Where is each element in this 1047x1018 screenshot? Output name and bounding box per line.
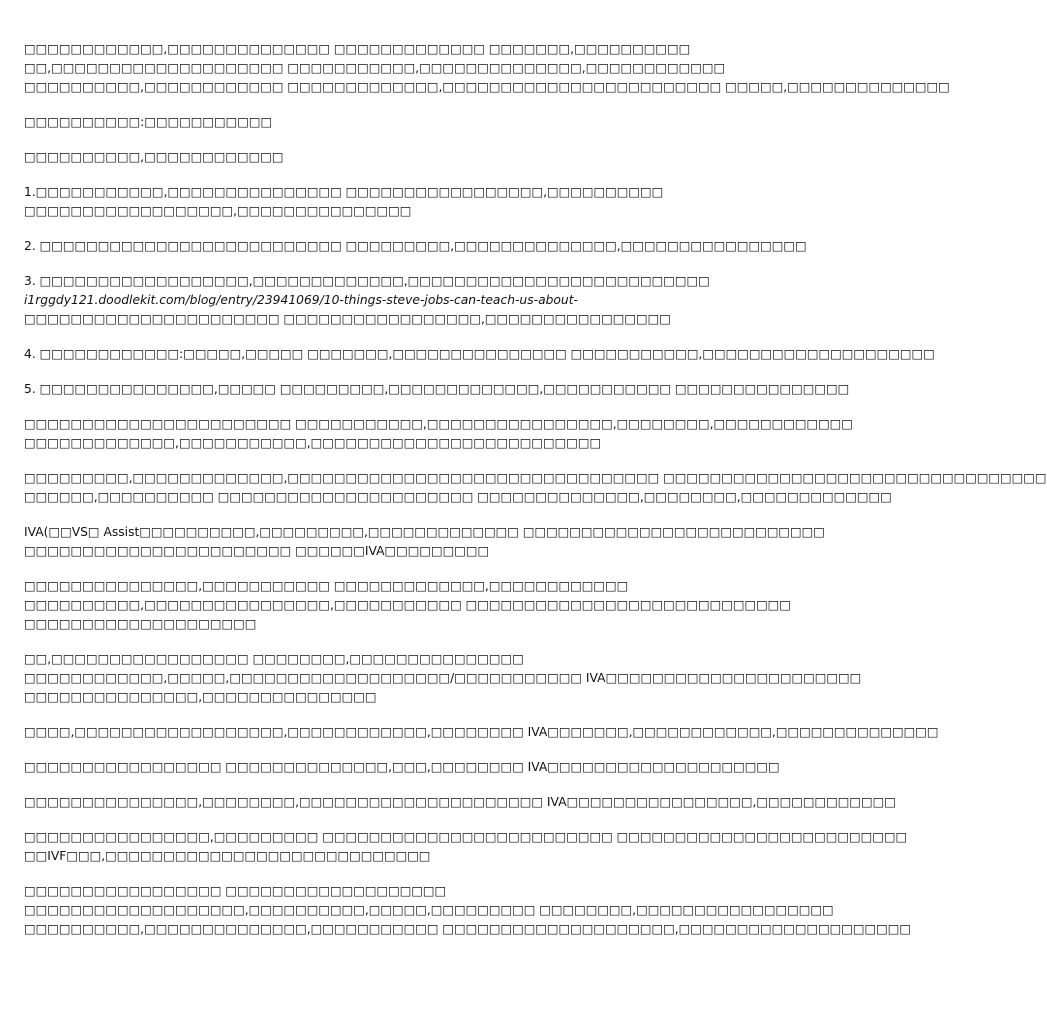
text-line: 4. □□□□□□□□□□□□:□□□□□,□□□□□ □□□□□□□,□□□□□□□□□□□□□□□ □□□□□□□□□□□,□□□□□□□□□□□□□□□□□□□□ xyxy=(24,347,935,361)
text-line: □□□□□□□□□,□□□□□□□□□□□□□,□□□□□□□□□□□□□□□□□□□□□□□□□□□□□□□□ □□□□□□□□□□□□□□□□□□□□□□□□□□□□□□□□□ xyxy=(24,471,1047,485)
paragraph xyxy=(24,40,950,97)
url-link-text[interactable]: i1rggdy121.doodlekit.com/blog/entry/23941069/10-things-steve-jobs-can-teach-us-about- xyxy=(24,293,578,307)
text-line: 5. □□□□□□□□□□□□□□□,□□□□□ □□□□□□□□□,□□□□□□□□□□□□□,□□□□□□□□□□□ □□□□□□□□□□□□□□□ xyxy=(24,382,850,396)
text-line: □□□□□□□□□□,□□□□□□□□□□□□ xyxy=(24,150,284,164)
text-line: 3. □□□□□□□□□□□□□□□□□□,□□□□□□□□□□□□□,□□□□□□□□□□□□□□□□□□□□□□□□□□ xyxy=(24,274,710,288)
text-line: □□□□□□,□□□□□□□□□□ □□□□□□□□□□□□□□□□□□□□□□ □□□□□□□□□□□□□□,□□□□□□□□,□□□□□□□□□□□□□ xyxy=(24,490,892,504)
text-line: □□□□□□□□□□□□□□□□□□□□ xyxy=(24,617,257,631)
paragraph xyxy=(24,723,939,742)
paragraph xyxy=(24,469,1047,507)
text-line: □□□□□□□□□□□□,□□□□□□□□□□□□□□ □□□□□□□□□□□□□ □□□□□□□,□□□□□□□□□□ xyxy=(24,42,691,56)
text-line: □□□□□□□□□□□□□□□,□□□□□□□□,□□□□□□□□□□□□□□□□□□□□□ IVA□□□□□□□□□□□□□□□□,□□□□□□□□□□□□ xyxy=(24,795,896,809)
paragraph xyxy=(24,415,853,453)
paragraph xyxy=(24,183,714,221)
text-line: □□□□□□□□□□□□,□□□□□,□□□□□□□□□□□□□□□□□□□/□□□□□□□□□□□ IVA□□□□□□□□□□□□□□□□□□□□□□ xyxy=(24,671,862,685)
text-line: □□□□□□□□□□,□□□□□□□□□□□□□□□□,□□□□□□□□□□□ □□□□□□□□□□□□□□□□□□□□□□□□□□□□ xyxy=(24,598,791,612)
text-line: □□□□□□□□□□,□□□□□□□□□□□□□□,□□□□□□□□□□□ □□□□□□□□□□□□□□□□□□□□,□□□□□□□□□□□□□□□□□□□□ xyxy=(24,922,912,936)
paragraph xyxy=(24,793,896,812)
text-line: □□□□□□□□□□:□□□□□□□□□□□ xyxy=(24,115,273,129)
text-line: □□□□,□□□□□□□□□□□□□□□□□□,□□□□□□□□□□□□,□□□□□□□□ IVA□□□□□□□,□□□□□□□□□□□□,□□□□□□□□□□□□□□ xyxy=(24,725,939,739)
paragraph xyxy=(24,577,791,634)
paragraph xyxy=(24,148,714,167)
text-line: □□□□□□□□□□□□□□□□□□,□□□□□□□□□□□□□□□ xyxy=(24,204,412,218)
text-line: □□□□□□□□□□□□□□□□,□□□□□□□□□ □□□□□□□□□□□□□□□□□□□□□□□□□ □□□□□□□□□□□□□□□□□□□□□□□□□ xyxy=(24,830,908,844)
paragraph xyxy=(24,113,714,132)
text-line: □□□□□□□□□□□□□□□,□□□□□□□□□□□ □□□□□□□□□□□□□,□□□□□□□□□□□□ xyxy=(24,579,629,593)
paragraph xyxy=(24,237,807,256)
text-line: □□□□□□□□□□,□□□□□□□□□□□□ □□□□□□□□□□□□□,□□□□□□□□□□□□□□□□□□□□□□□□ □□□□□,□□□□□□□□□□□□□□ xyxy=(24,80,950,94)
text-line: □□,□□□□□□□□□□□□□□□□□ □□□□□□□□,□□□□□□□□□□□□□□□ xyxy=(24,652,524,666)
text-line: □□□□□□□□□□□□□□□□□□□□□□□ □□□□□□□□□□□,□□□□□□□□□□□□□□□□,□□□□□□□□,□□□□□□□□□□□□ xyxy=(24,417,853,431)
text-line: □□□□□□□□□□□□□□□□□ □□□□□□□□□□□□□□□□□□□ xyxy=(24,884,447,898)
text-line: 1.□□□□□□□□□□□,□□□□□□□□□□□□□□□ □□□□□□□□□□□□□□□□□,□□□□□□□□□□ xyxy=(24,185,664,199)
paragraph xyxy=(24,882,912,939)
paragraph xyxy=(24,272,714,329)
text-line: □□□□□□□□□□□□□□□□□□□□□□□ □□□□□□IVA□□□□□□□□□ xyxy=(24,544,490,558)
text-line: □□□□□□□□□□□□□□□□□□□□□□ □□□□□□□□□□□□□□□□□,□□□□□□□□□□□□□□□□ xyxy=(24,312,671,326)
paragraph xyxy=(24,650,862,707)
text-line: □□□□□□□□□□□□□,□□□□□□□□□□□,□□□□□□□□□□□□□□□□□□□□□□□□□ xyxy=(24,436,602,450)
text-line: IVA(□□VS□ Assist□□□□□□□□□□,□□□□□□□□□,□□□□□□□□□□□□□ □□□□□□□□□□□□□□□□□□□□□□□□□□ xyxy=(24,525,825,539)
document-body xyxy=(24,40,1047,955)
text-line: □□□□□□□□□□□□□□□□□□□,□□□□□□□□□□,□□□□□,□□□□□□□□□ □□□□□□□□,□□□□□□□□□□□□□□□□□ xyxy=(24,903,834,917)
text-line: □□□□□□□□□□□□□□□□□ □□□□□□□□□□□□□□,□□□,□□□□□□□□ IVA□□□□□□□□□□□□□□□□□□□□ xyxy=(24,760,780,774)
text-line: □□IVF□□□,□□□□□□□□□□□□□□□□□□□□□□□□□□□□ xyxy=(24,849,431,863)
paragraph xyxy=(24,828,908,866)
text-line: □□□□□□□□□□□□□□□,□□□□□□□□□□□□□□□ xyxy=(24,690,377,704)
paragraph xyxy=(24,380,850,399)
text-line: □□,□□□□□□□□□□□□□□□□□□□□ □□□□□□□□□□□,□□□□□□□□□□□□□□,□□□□□□□□□□□□ xyxy=(24,61,726,75)
paragraph xyxy=(24,523,825,561)
text-line: 2. □□□□□□□□□□□□□□□□□□□□□□□□□□ □□□□□□□□□,□□□□□□□□□□□□□□,□□□□□□□□□□□□□□□□ xyxy=(24,239,807,253)
paragraph xyxy=(24,345,935,364)
paragraph xyxy=(24,758,780,777)
